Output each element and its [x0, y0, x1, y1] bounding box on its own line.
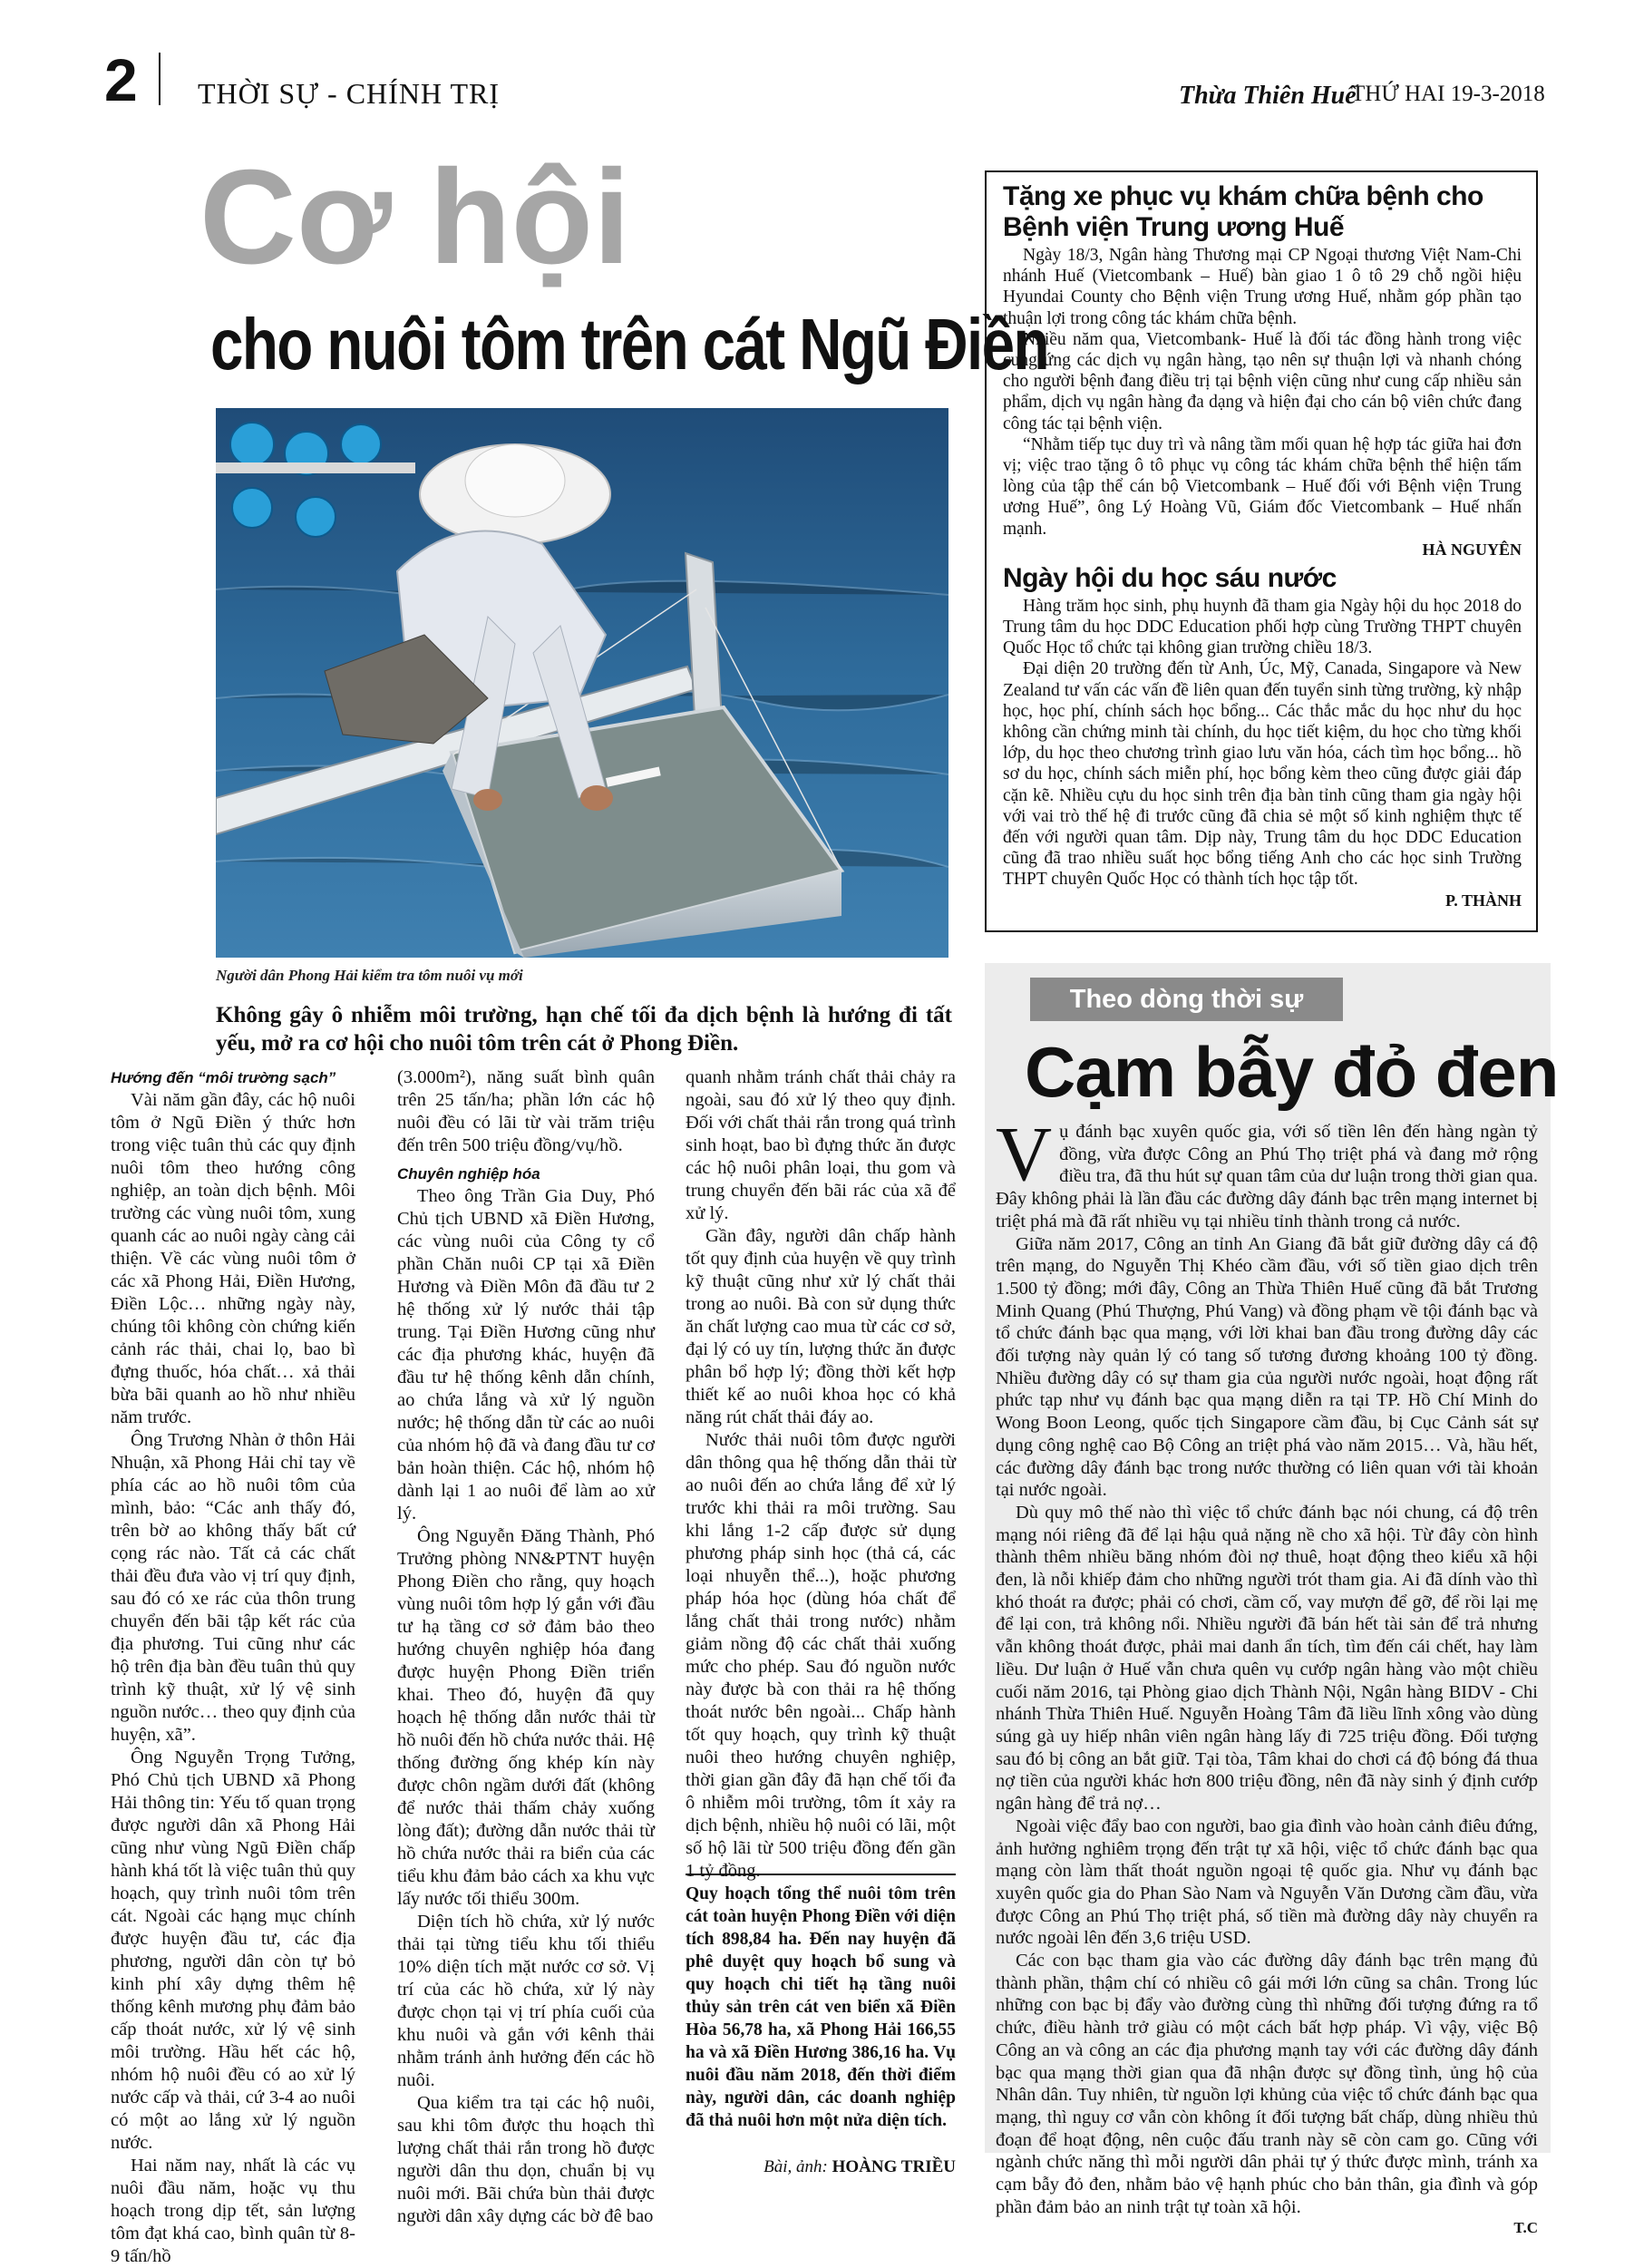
highlight-divider	[686, 1874, 956, 1883]
photo-caption: Người dân Phong Hải kiểm tra tôm nuôi vụ mới	[216, 967, 523, 984]
commentary-title: Cạm bẫy đỏ đen	[1025, 1032, 1559, 1112]
paragraph: Diện tích hồ chứa, xử lý nước thải tại từng tiểu khu tối thiểu 10% diện tích mặt nước cơ sở. Vị trí của các hồ chứa, xử lý này được chọn tại vị trí phía cuối của khu nuôi và gắn với kênh thải nhằm tránh ảnh hưởng đến các hồ nuôi.	[397, 1912, 655, 2090]
brief-body-study-abroad	[1003, 596, 1522, 891]
article-column-2	[397, 1066, 655, 2228]
paragraph: Nước thải nuôi tôm được người dân thông qua hệ thống dẫn thải từ ao nuôi đến ao chứa lắng để xử lý trước khi thải ra môi trường. Sau khi lắng 1-2 cấp được sử dụng phương pháp sinh học (thả cá, các loại nhuyễn thể...), hoặc phương pháp hóa học (dùng hóa chất để lắng chất thải trong nước) nhằm giảm nồng độ các chất thải xuống mức cho phép. Sau đó nguồn nước này được bà con thải ra hệ thống thoát nước bên ngoài... Chấp hành tốt quy hoạch, quy trình kỹ thuật nuôi theo hướng chuyên nghiệp, thời gian gần đây đã hạn chế tối đa ô nhiễm môi trường, tôm ít xảy ra dịch bệnh, nhiều hộ nuôi có lãi, một số hộ lãi từ 500 triệu đồng đến gần 1 tỷ đồng.	[686, 1430, 956, 1881]
paragraph: (3.000m²), năng suất bình quân trên 25 tấn/ha; phần lớn các hộ nuôi đều có lãi từ vài trăm triệu đến trên 500 triệu đồng/vụ/hồ.	[397, 1067, 655, 1155]
paragraph: Vài năm gần đây, các hộ nuôi tôm ở Ngũ Điền ý thức hơn trong việc tuân thủ các quy định nuôi tôm theo hướng công nghiệp, an toàn dịch bệnh. Môi trường các vùng nuôi tôm, xung quanh các ao nuôi ngày càng cải thiện. Về các vùng nuôi tôm ở các xã Phong Hải, Điền Hương, Điền Lộc… những ngày này, chúng tôi không còn chứng kiến cảnh rác thải, chai lọ, bao bì đựng thuốc, hóa chất… xả thải bừa bãi quanh ao hồ như nhiều năm trước.	[111, 1090, 355, 1427]
section-title: THỜI SỰ - CHÍNH TRỊ	[198, 77, 500, 110]
commentary-kicker: Theo dòng thời sự	[1030, 978, 1343, 1021]
paragraph: Gần đây, người dân chấp hành tốt quy định của huyện về quy trình kỹ thuật cũng như xử lý chất thải trong ao nuôi. Bà con sử dụng thức ăn chất lượng cao mua từ các cơ sở, đại lý có uy tín, lượng thức ăn được phân bổ hợp lý; đồng thời kết hợp thiết kế ao nuôi khoa học có khả năng rút chất thải đáy ao.	[686, 1226, 956, 1427]
paragraph: Ông Nguyễn Trọng Tưởng, Phó Chủ tịch UBND xã Phong Hải thông tin: Yếu tố quan trọng được người dân xã Phong Hải cũng như vùng Ngũ Điền chấp hành khá tốt là việc tuân thủ quy hoạch, quy trình nuôi tôm trên cát. Ngoài các hạng mục chính được huyện đầu tư, các địa phương, người dân còn tự bỏ kinh phí xây dựng thêm hệ thống kênh mương phụ đảm bảo cấp thoát nước, xử lý vệ sinh môi trường. Hầu hết các hộ, nhóm hộ nuôi đều có ao xử lý nước cấp và thải, cứ 3-4 ao nuôi có một ao lắng xử lý nguồn nước.	[111, 1747, 355, 2153]
brief-title-vehicle-donation: Tặng xe phục vụ khám chữa bệnh cho Bệnh viện Trung ương Huế	[1003, 181, 1483, 242]
commentary-body	[996, 1110, 1538, 2238]
commentary-signature: T.C	[1513, 2219, 1538, 2237]
paragraph: Hai năm nay, nhất là các vụ nuôi đầu năm, hoặc vụ thu hoạch trong dịp tết, sản lượng tôm đạt khá cao, bình quân từ 8-9 tấn/hồ	[111, 2156, 355, 2266]
article-column-3	[686, 1066, 956, 1883]
paragraph: “Nhằm tiếp tục duy trì và nâng tầm mối quan hệ hợp tác giữa hai đơn vị; việc trao tặng ô tô phục vụ công tác khám chữa bệnh thể hiện tấm lòng của tập thể cán bộ Vietcombank – Huế đối với Bệnh viện Trung ương Huế”, ông Lý Hoàng Vũ, Giám đốc Vietcombank – Huế nhấn mạnh.	[1003, 434, 1522, 539]
paragraph: Ông Trương Nhàn ở thôn Hải Nhuận, xã Phong Hải chỉ tay về phía các ao hồ nuôi tôm của mình, bảo: “Các anh thấy đó, trên bờ ao không thấy bất cứ cọng rác nào. Tất cả các chất thải đều đưa vào vị trí quy định, sau đó có xe rác của thôn trung chuyển đến bãi tập kết rác của địa phương. Tui cũng như các hộ trên địa bàn đều tuân thủ quy trình kỹ thuật, xử lý vệ sinh nguồn nước… theo quy định của huyện, xã”.	[111, 1430, 355, 1745]
shrimp-farm-photo	[216, 408, 948, 958]
paragraph: Ông Nguyễn Đăng Thành, Phó Trưởng phòng NN&PTNT huyện Phong Điền cho rằng, quy hoạch vùng nuôi tôm hợp lý gắn với đầu tư hạ tầng cơ sở đảm bảo theo hướng chuyên nghiệp hóa đang được huyện Phong Điền triển khai. Theo đó, huyện đã quy hoạch hệ thống dẫn nước thải từ hồ nuôi đến hồ chứa nước thải. Hệ thống đường ống khép kín này được chôn ngầm dưới đất (không để nước thải thấm chảy xuống lòng đất); đường dẫn nước thải từ hồ chứa nước thải ra biển của các tiểu khu đảm bảo cách xa khu vực lấy nước tối thiểu 300m.	[397, 1526, 655, 1909]
brief-body-vehicle-donation	[1003, 245, 1522, 540]
article-column-1	[111, 1061, 355, 2268]
drop-cap: V	[996, 1110, 1053, 1197]
issue-date: THỨ HAI 19-3-2018	[1351, 82, 1545, 106]
header-divider	[159, 53, 160, 105]
subhead-professionalization: Chuyên nghiệp hóa	[397, 1165, 540, 1183]
newspaper-brand: Thừa Thiên Huế	[1179, 82, 1357, 110]
paragraph: Đại diện 20 trường đến từ Anh, Úc, Mỹ, Canada, Singapore và New Zealand tư vấn các vấn đề liên quan đến tuyển sinh từng trường, kỳ nhập học, học phí, chính sách học bổng... Các thắc mắc du học như du học không cần chứng minh tài chính, du học tiết kiệm, du học cho từng khối lớp, du học theo chương trình giao lưu văn hóa, cách tìm học bổng... hồ sơ du học, chính sách miễn phí, học bổng kèm theo cũng được giải đáp cặn kẽ. Nhiều cựu du học sinh trên địa bàn tỉnh cũng tham gia ngày hội với vai trò thế hệ đi trước cũng đã chia sẻ một số kinh nghiệm thực tế đến với người quan tâm. Dịp này, Trung tâm du học DDC Education cũng đã trao nhiều suất học bổng tiếng Anh cho các học sinh Trường THPT chuyên Quốc Học có thành tích học tập tốt.	[1003, 659, 1522, 890]
paragraph: Nhiều năm qua, Vietcombank- Huế là đối tác đồng hành trong việc cung ứng các dịch vụ ngân hàng, tạo nên sự thuận lợi và nhanh chóng cho người bệnh đang điều trị tại bệnh viện cũng như cung cấp nhiều sản phẩm, dịch vụ ngân hàng đa dạng và hiện đại cho cán bộ viên chức đang công tác tại bệnh viện.	[1003, 329, 1522, 433]
paragraph: Các con bạc tham gia vào các đường dây đánh bạc trên mạng đủ thành phần, thậm chí có nhiều cô gái mới lớn cũng sa chân. Trong lúc những con bạc bị đẩy vào đường cùng thì những đối tượng đứng ra tổ chức, điều hành trở giàu có một cách bất hợp pháp. Vì vậy, việc Bộ Công an và công an các địa phương mạnh tay với các đường dây đánh bạc qua mạng thời gian qua đã nhận được sự đồng tình, ủng hộ của Nhân dân. Tuy nhiên, từ nguồn lợi khủng của việc tổ chức đánh bạc qua mạng, thì nguy cơ vẫn còn không ít đối tượng bất chấp, dùng nhiều thủ đoạn để hoạt động, nên cuộc đấu tranh này sẽ còn cam go. Cũng với ngành chức năng thì mỗi người dân phải tự ý thức được mình, tránh xa cạm bẫy đỏ đen, nhằm bảo vệ hạnh phúc cho bản thân, gia đình và góp phần đảm bảo an ninh trật tự toàn xã hội.	[996, 1951, 1538, 2217]
headline-line1: Cơ hội	[199, 142, 631, 292]
paragraph: Ngày 18/3, Ngân hàng Thương mại CP Ngoại thương Việt Nam-Chi nhánh Huế (Vietcombank – Huế) bàn giao 1 ô tô 29 chỗ ngồi hiệu Hyundai County cho Bệnh viện Trung ương Huế, nhằm góp phần tạo thuận lợi trong công tác khám chữa bệnh.	[1003, 246, 1522, 328]
subhead-clean-environment: Hướng đến “môi trường sạch”	[111, 1069, 336, 1086]
paragraph: Theo ông Trần Gia Duy, Phó Chủ tịch UBND xã Điền Hương, các vùng nuôi của Công ty cổ phần Chăn nuôi CP tại xã Điền Hương và Điền Môn đã đầu tư 2 hệ thống xử lý nước thải tập trung. Tại Điền Hương cũng như các địa phương khác, huyện đã đầu tư hệ thống kênh dẫn chính, ao chứa lắng và xử lý nguồn nước; hệ thống dẫn từ các ao nuôi của nhóm hộ đã và đang đầu tư cơ bản hoàn thiện. Các hộ, nhóm hộ dành lại 1 ao nuôi để làm ao xử lý.	[397, 1186, 655, 1523]
highlight-text: Quy hoạch tổng thể nuôi tôm trên cát toàn huyện Phong Điền với diện tích 898,84 ha. Đến nay huyện đã phê duyệt quy hoạch bổ sung và quy hoạch chi tiết hạ tầng nuôi thủy sản trên cát ven biển xã Điền Hòa 56,78 ha, xã Phong Hải 166,55 ha và xã Điền Hương 386,16 ha. Vụ nuôi đầu năm 2018, đến thời điểm này, người dân, các doanh nghiệp đã thả nuôi hơn một nửa diện tích.	[686, 1884, 956, 2130]
article-byline	[686, 2157, 956, 2177]
paragraph: Ngoài việc đẩy bao con người, bao gia đình vào hoàn cảnh điêu đứng, ảnh hưởng nghiêm trọng đến trật tự xã hội, việc tổ chức đánh bạc qua mạng còn làm thất thoát nguồn ngoại tệ quốc gia. Như vụ đánh bạc xuyên quốc gia do Phan Sào Nam và Nguyễn Văn Dương cầm đầu, vừa được Công an Phú Thọ triệt phá, số tiền mà đường dây này chuyển ra nước ngoài lên đến 3,6 triệu USD.	[996, 1815, 1538, 1949]
highlight-box	[686, 1874, 956, 2177]
paragraph: quanh nhằm tránh chất thải chảy ra ngoài, sau đó xử lý theo quy định. Đối với chất thải rắn trong quá trình sinh hoạt, bao bì đựng thức ăn được các hộ nuôi phân loại, thu gom và trung chuyển đến bãi rác của xã để xử lý.	[686, 1067, 956, 1223]
byline-label: Bài, ảnh:	[764, 2157, 832, 2176]
brief-title-study-abroad: Ngày hội du học sáu nước	[1003, 562, 1337, 593]
article-lead: Không gây ô nhiễm môi trường, hạn chế tối đa dịch bệnh là hướng đi tất yếu, mở ra cơ hội cho nuôi tôm trên cát ở Phong Điền.	[216, 1003, 952, 1056]
paragraph: ụ đánh bạc xuyên quốc gia, với số tiền lên đến hàng ngàn tỷ đồng, vừa được Công an Phú Thọ triệt phá và đang mở rộng điều tra, đã thu hút sự quan tâm của dư luận trong thời gian qua. Đây không phải là lần đầu các đường dây đánh bạc trên mạng internet bị triệt phá mà đã rất nhiều vụ tại nhiều tỉnh thành trong cả nước.	[996, 1122, 1538, 1231]
byline-author: HOÀNG TRIỀU	[832, 2157, 956, 2176]
headline-line2: cho nuôi tôm trên cát Ngũ Điền	[210, 304, 1048, 384]
news-brief-box	[985, 170, 1538, 932]
brief-signature: HÀ NGUYÊN	[1422, 540, 1522, 559]
page-number: 2	[104, 46, 138, 113]
paragraph: Dù quy mô thế nào thì việc tổ chức đánh bạc nói chung, cá độ trên mạng nói riêng đã để lại hậu quả nặng nề cho xã hội. Từ đây còn hình thành thêm nhiều băng nhóm đòi nợ thuê, hoạt động theo kiểu xã hội đen, là nỗi khiếp đảm cho những người trót tham gia. Ai đã dính vào thì khó thoát ra được; phải có chơi, cầm cố, vay mượn để gỡ, để rồi lại mẹ để lại con, trả không nổi. Nhiều người đã bán hết tài sản để trả nhưng vẫn không thoát được, phải mai danh ẩn tích, tìm đến cái chết, hay làm liều. Dư luận ở Huế vẫn chưa quên vụ cướp ngân hàng vào một chiều cuối năm 2016, tại Phòng giao dịch Thành Nội, Ngân hàng BIDV - Chi nhánh Thừa Thiên Huế. Nguyễn Hoàng Tâm đã liều lĩnh xông vào dùng súng gà uy hiếp nhân viên ngân hàng lấy đi 725 triệu đồng. Đối tượng sau đó bị công an bắt giữ. Tại tòa, Tâm khai do chơi cá độ bóng đá thua nợ tiền của người khác hơn 800 triệu đồng, nên đã này sinh ý định cướp ngân hàng để trả nợ…	[996, 1502, 1538, 1815]
paragraph: Qua kiểm tra tại các hộ nuôi, sau khi tôm được thu hoạch thì lượng chất thải rắn trong hồ được người dân thu dọn, chuẩn bị vụ nuôi mới. Bãi chứa bùn thải được người dân xây dựng các bờ đê bao	[397, 2093, 655, 2226]
brief-signature: P. THÀNH	[1444, 891, 1522, 910]
paragraph: Hàng trăm học sinh, phụ huynh đã tham gia Ngày hội du học 2018 do Trung tâm du học DDC Education phối hợp cùng Trường THPT chuyên Quốc Học tổ chức tại không gian trường chiều 18/3.	[1003, 596, 1522, 658]
paragraph: Giữa năm 2017, Công an tỉnh An Giang đã bắt giữ đường dây cá độ trên mạng, do Nguyễn Thị Khéo cầm đầu, với số tiền giao dịch trên 1.500 tỷ đồng; mới đây, Công an Thừa Thiên Huế cũng đã bắt Trương Minh Quang (Phú Thượng, Phú Vang) và đồng phạm về tội đánh bạc và tổ chức đánh bạc qua mạng, với lời khai ban đầu trong đường dây các đối tượng này quản lý có tang số tương đương khoảng 100 tỷ đồng. Nhiều đường dây có sự tham gia của người nước ngoài, hoạt động rất phức tạp như vụ đánh bạc qua mạng diễn ra tại TP. Hồ Chí Minh do Wong Boon Leong, quốc tịch Singapore cầm đầu, bị Cục Cảnh sát sự dụng công nghệ cao Bộ Công an triệt phá vào năm 2015… Và, hầu hết, các đường dây đánh bạc trong nước thường có liên quan với tài khoản tại nước ngoài.	[996, 1233, 1538, 1501]
